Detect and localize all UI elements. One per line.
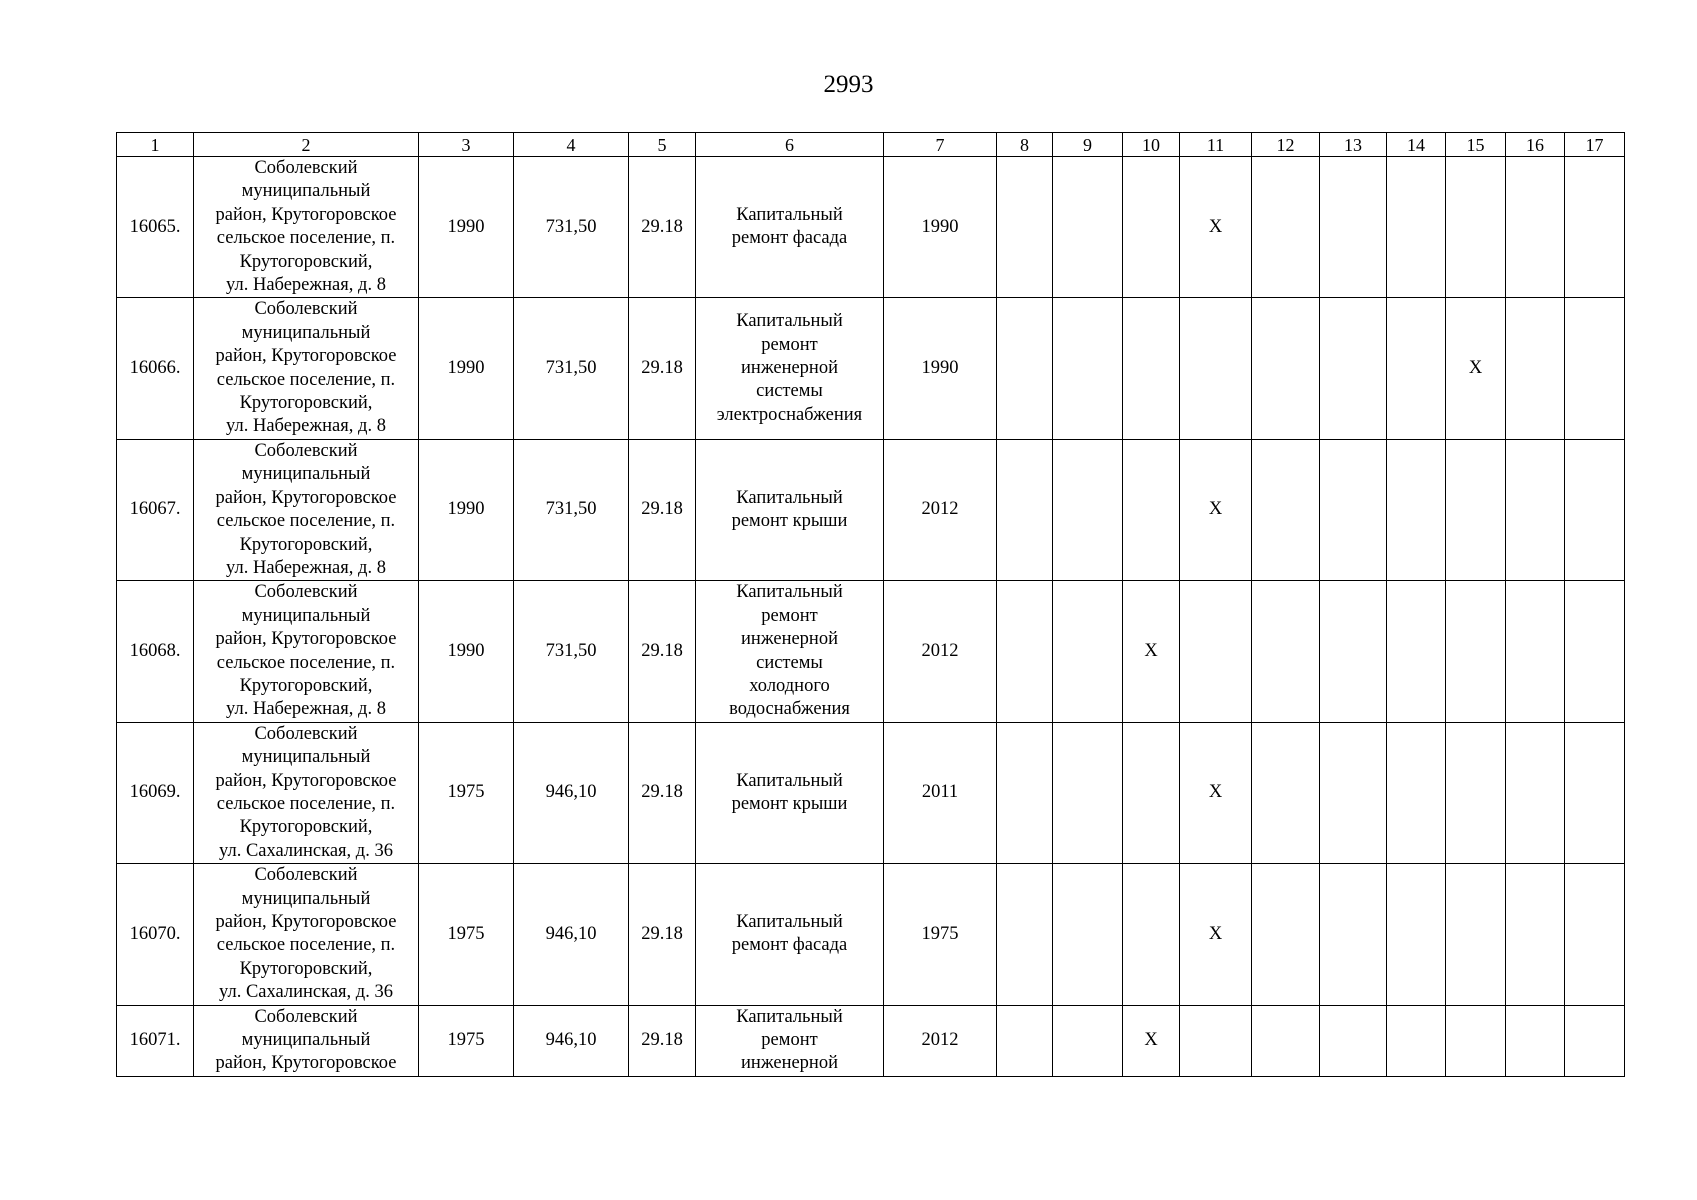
mark-cell (1180, 1005, 1252, 1076)
mark-cell (1252, 439, 1320, 580)
area-value: 731,50 (514, 439, 629, 580)
area-value: 731,50 (514, 581, 629, 722)
build-year: 1990 (419, 581, 514, 722)
column-number-header: 2 (194, 133, 419, 157)
mark-cell (1320, 722, 1387, 863)
address-cell-line: Крутогоровский, (239, 958, 373, 979)
address-cell-line: район, Крутогоровское (215, 912, 397, 932)
work-type-cell-line: ремонт (761, 1030, 818, 1051)
mark-cell (1053, 581, 1123, 722)
mark-cell (1053, 722, 1123, 863)
address-cell-line: сельское поселение, п. (216, 793, 396, 814)
address-cell-line: ул. Набережная, д. 8 (226, 699, 386, 720)
row-number: 16068. (117, 581, 194, 722)
mark-cell (1387, 722, 1446, 863)
mark-cell (997, 581, 1053, 722)
repair-year: 2012 (884, 1005, 997, 1076)
address-cell-line: сельское поселение, п. (216, 228, 396, 249)
mark-cell (1506, 722, 1565, 863)
address-cell-line: муниципальный (241, 1030, 371, 1051)
work-type-cell-line: ремонт (761, 334, 818, 355)
work-type-cell (696, 1005, 884, 1076)
mark-cell (1053, 864, 1123, 1005)
area-value: 731,50 (514, 298, 629, 439)
address-cell-line: сельское поселение, п. (216, 511, 396, 532)
mark-cell (1123, 157, 1180, 298)
work-type-cell-line: системы (756, 381, 823, 402)
mark-cell (997, 298, 1053, 439)
rate-value: 29.18 (629, 581, 696, 722)
work-type-cell-line: Капитальный (736, 770, 843, 791)
mark-cell (1565, 157, 1625, 298)
address-cell-line: Соболевский (254, 440, 358, 461)
mark-cell (1446, 157, 1506, 298)
column-number-header: 6 (696, 133, 884, 157)
rate-value: 29.18 (629, 1005, 696, 1076)
work-type-cell-line: холодного (749, 675, 830, 696)
mark-cell: X (1446, 298, 1506, 439)
address-cell-line: район, Крутогоровское (215, 770, 397, 791)
address-cell (194, 298, 419, 439)
address-cell-line: ул. Набережная, д. 8 (226, 416, 386, 437)
mark-cell (1252, 298, 1320, 439)
area-value: 731,50 (514, 157, 629, 298)
column-number-header: 10 (1123, 133, 1180, 157)
mark-cell (1387, 439, 1446, 580)
work-type-cell-line: Капитальный (736, 912, 843, 932)
column-number-header: 5 (629, 133, 696, 157)
build-year: 1975 (419, 722, 514, 863)
repair-year: 2012 (884, 439, 997, 580)
row-number: 16070. (117, 864, 194, 1005)
table-row (117, 1005, 1625, 1076)
mark-cell (1053, 157, 1123, 298)
address-cell-line: ул. Набережная, д. 8 (226, 275, 386, 296)
table-row (117, 722, 1625, 863)
mark-cell (1320, 298, 1387, 439)
mark-cell (997, 722, 1053, 863)
address-cell-line: Соболевский (254, 158, 358, 178)
build-year: 1990 (419, 157, 514, 298)
mark-cell: X (1123, 581, 1180, 722)
work-type-cell-line: Капитальный (736, 311, 843, 332)
mark-cell (1506, 1005, 1565, 1076)
mark-cell: X (1180, 864, 1252, 1005)
rate-value: 29.18 (629, 157, 696, 298)
mark-cell (997, 864, 1053, 1005)
capital-repair-table (116, 132, 1625, 1077)
column-number-header: 4 (514, 133, 629, 157)
column-number-header: 7 (884, 133, 997, 157)
address-cell-line: Соболевский (254, 865, 358, 886)
work-type-cell-line: системы (756, 652, 823, 673)
table-row (117, 157, 1625, 298)
column-number-header: 12 (1252, 133, 1320, 157)
repair-year: 1990 (884, 298, 997, 439)
build-year: 1990 (419, 439, 514, 580)
address-cell-line: сельское поселение, п. (216, 369, 396, 390)
address-cell-line: Крутогоровский, (239, 251, 373, 272)
mark-cell (1506, 157, 1565, 298)
table-row (117, 864, 1625, 1005)
mark-cell (1180, 298, 1252, 439)
area-value: 946,10 (514, 722, 629, 863)
mark-cell (1506, 864, 1565, 1005)
address-cell-line: район, Крутогоровское (215, 487, 397, 508)
mark-cell (1387, 1005, 1446, 1076)
address-cell-line: район, Крутогоровское (215, 204, 397, 225)
column-number-header: 9 (1053, 133, 1123, 157)
mark-cell (1506, 439, 1565, 580)
row-number: 16071. (117, 1005, 194, 1076)
mark-cell (1565, 581, 1625, 722)
row-number: 16069. (117, 722, 194, 863)
mark-cell: X (1123, 1005, 1180, 1076)
work-type-cell (696, 864, 884, 1005)
work-type-cell-line: Капитальный (736, 204, 843, 225)
mark-cell (1387, 157, 1446, 298)
mark-cell (1387, 298, 1446, 439)
address-cell-line: Соболевский (254, 582, 358, 603)
mark-cell: X (1180, 439, 1252, 580)
work-type-cell-line: ремонт фасада (731, 228, 848, 249)
mark-cell (1565, 1005, 1625, 1076)
work-type-cell (696, 439, 884, 580)
mark-cell (1252, 157, 1320, 298)
mark-cell (1387, 581, 1446, 722)
column-number-header-row (117, 133, 1625, 157)
work-type-cell-line: Капитальный (736, 582, 843, 603)
address-cell-line: ул. Набережная, д. 8 (226, 557, 386, 578)
mark-cell (997, 1005, 1053, 1076)
address-cell-line: ул. Сахалинская, д. 36 (219, 982, 393, 1003)
table-row (117, 581, 1625, 722)
address-cell-line: муниципальный (241, 322, 371, 343)
work-type-cell (696, 722, 884, 863)
column-number-header: 1 (117, 133, 194, 157)
work-type-cell-line: инженерной (741, 1053, 838, 1074)
mark-cell (1446, 1005, 1506, 1076)
build-year: 1975 (419, 1005, 514, 1076)
address-cell-line: Крутогоровский, (239, 393, 373, 414)
mark-cell: X (1180, 722, 1252, 863)
repair-year: 1975 (884, 864, 997, 1005)
mark-cell (1123, 439, 1180, 580)
address-cell-line: сельское поселение, п. (216, 652, 396, 673)
mark-cell (1565, 439, 1625, 580)
address-cell-line: Соболевский (254, 1006, 358, 1027)
table-row (117, 298, 1625, 439)
address-cell-line: Крутогоровский, (239, 817, 373, 838)
mark-cell (1252, 1005, 1320, 1076)
work-type-cell-line: инженерной (741, 357, 838, 378)
area-value: 946,10 (514, 1005, 629, 1076)
row-number: 16066. (117, 298, 194, 439)
repair-year: 2012 (884, 581, 997, 722)
mark-cell: X (1180, 157, 1252, 298)
mark-cell (1446, 864, 1506, 1005)
mark-cell (1387, 864, 1446, 1005)
mark-cell (1506, 298, 1565, 439)
work-type-cell (696, 157, 884, 298)
address-cell-line: Соболевский (254, 299, 358, 320)
work-type-cell-line: инженерной (741, 629, 838, 650)
mark-cell (1506, 581, 1565, 722)
work-type-cell (696, 581, 884, 722)
mark-cell (1252, 722, 1320, 863)
build-year: 1975 (419, 864, 514, 1005)
address-cell-line: Соболевский (254, 723, 358, 744)
address-cell (194, 864, 419, 1005)
work-type-cell-line: ремонт фасада (731, 935, 848, 956)
address-cell-line: муниципальный (241, 888, 371, 909)
column-number-header: 14 (1387, 133, 1446, 157)
work-type-cell-line: ремонт (761, 605, 818, 626)
mark-cell (1053, 1005, 1123, 1076)
address-cell (194, 581, 419, 722)
address-cell (194, 722, 419, 863)
column-number-header: 13 (1320, 133, 1387, 157)
column-number-header: 15 (1446, 133, 1506, 157)
address-cell-line: муниципальный (241, 605, 371, 626)
address-cell-line: муниципальный (241, 464, 371, 485)
mark-cell (1446, 439, 1506, 580)
mark-cell (1123, 298, 1180, 439)
page-number: 2993 (823, 71, 874, 98)
work-type-cell (696, 298, 884, 439)
table-row (117, 439, 1625, 580)
address-cell-line: район, Крутогоровское (215, 346, 397, 367)
column-number-header: 8 (997, 133, 1053, 157)
address-cell-line: сельское поселение, п. (216, 935, 396, 956)
repair-year: 2011 (884, 722, 997, 863)
address-cell-line: Крутогоровский, (239, 675, 373, 696)
work-type-cell-line: ремонт крыши (731, 511, 848, 532)
address-cell (194, 157, 419, 298)
work-type-cell-line: Капитальный (736, 487, 843, 508)
mark-cell (1565, 722, 1625, 863)
build-year: 1990 (419, 298, 514, 439)
work-type-cell-line: ремонт крыши (731, 793, 848, 814)
address-cell-line: Крутогоровский, (239, 534, 373, 555)
mark-cell (997, 439, 1053, 580)
column-number-header: 16 (1506, 133, 1565, 157)
rate-value: 29.18 (629, 864, 696, 1005)
row-number: 16065. (117, 157, 194, 298)
mark-cell (1180, 581, 1252, 722)
mark-cell (1053, 298, 1123, 439)
mark-cell (1565, 864, 1625, 1005)
column-number-header: 3 (419, 133, 514, 157)
address-cell-line: ул. Сахалинская, д. 36 (219, 840, 393, 861)
column-number-header: 11 (1180, 133, 1252, 157)
address-cell (194, 439, 419, 580)
mark-cell (1320, 864, 1387, 1005)
rate-value: 29.18 (629, 298, 696, 439)
address-cell (194, 1005, 419, 1076)
mark-cell (1252, 864, 1320, 1005)
mark-cell (1446, 581, 1506, 722)
address-cell-line: муниципальный (241, 181, 371, 202)
rate-value: 29.18 (629, 439, 696, 580)
area-value: 946,10 (514, 864, 629, 1005)
address-cell-line: район, Крутогоровское (215, 1053, 397, 1074)
row-number: 16067. (117, 439, 194, 580)
repair-year: 1990 (884, 157, 997, 298)
address-cell-line: муниципальный (241, 747, 371, 768)
column-number-header: 17 (1565, 133, 1625, 157)
mark-cell (1320, 157, 1387, 298)
work-type-cell-line: водоснабжения (729, 699, 850, 720)
rate-value: 29.18 (629, 722, 696, 863)
mark-cell (1252, 581, 1320, 722)
address-cell-line: район, Крутогоровское (215, 629, 397, 650)
work-type-cell-line: электроснабжения (716, 404, 863, 425)
mark-cell (1320, 581, 1387, 722)
mark-cell (1446, 722, 1506, 863)
mark-cell (1565, 298, 1625, 439)
mark-cell (1053, 439, 1123, 580)
work-type-cell-line: Капитальный (736, 1006, 843, 1027)
mark-cell (1320, 439, 1387, 580)
mark-cell (997, 157, 1053, 298)
mark-cell (1123, 864, 1180, 1005)
mark-cell (1320, 1005, 1387, 1076)
mark-cell (1123, 722, 1180, 863)
